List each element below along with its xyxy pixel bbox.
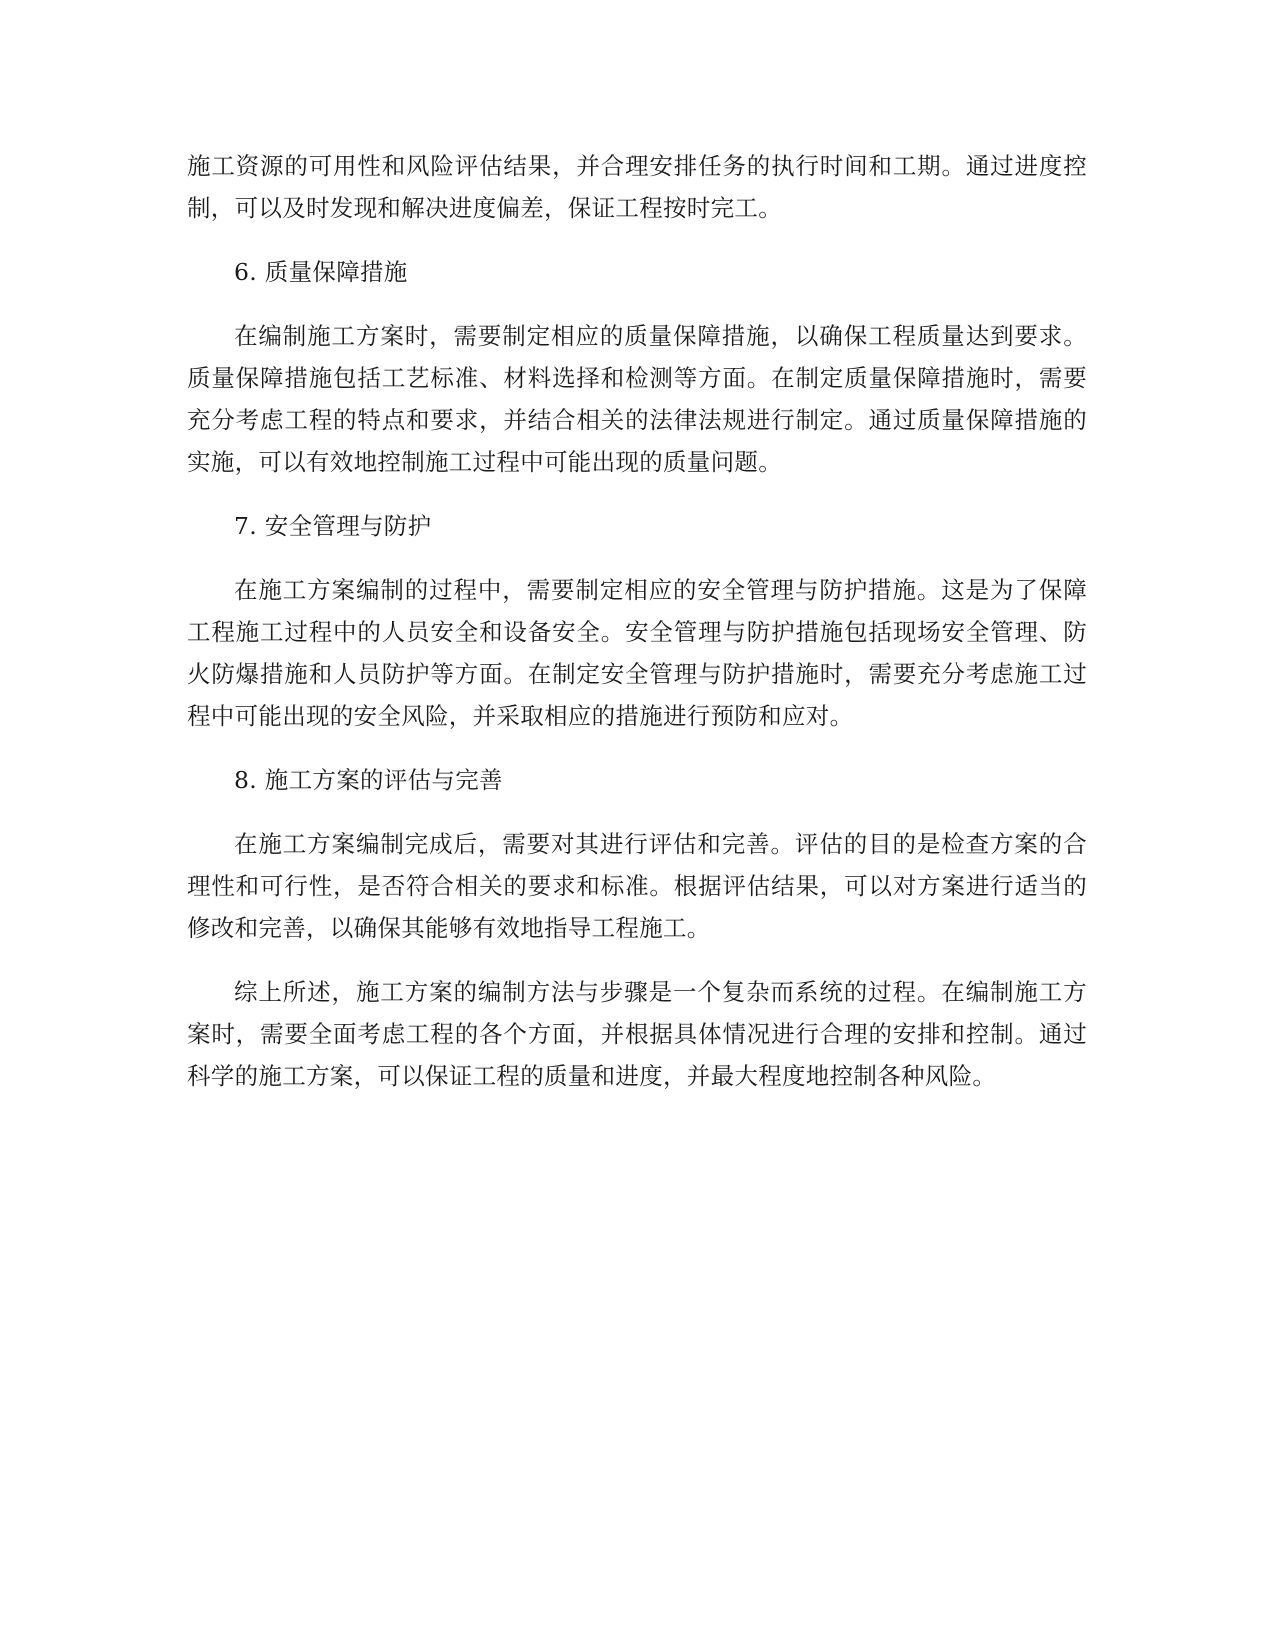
paragraph-quality-assurance: 在编制施工方案时，需要制定相应的质量保障措施，以确保工程质量达到要求。质量保障措施包括工艺标准、材料选择和检测等方面。在制定质量保障措施时，需要充分考虑工程的特点和要求，并结合相关的法律法规进行制定。通过质量保障措施的实施，可以有效地控制施工过程中可能出现的质量问题。 [187,322,1087,476]
document-body [187,145,1087,1119]
paragraph-safety-management: 在施工方案编制的过程中，需要制定相应的安全管理与防护措施。这是为了保障工程施工过程中的人员安全和设备安全。安全管理与防护措施包括现场安全管理、防火防爆措施和人员防护等方面。在制定安全管理与防护措施时，需要充分考虑施工过程中可能出现的安全风险，并采取相应的措施进行预防和应对。 [187,576,1087,730]
section-heading-quality-assurance: 6. 质量保障措施 [234,258,408,286]
section-heading-safety-management: 7. 安全管理与防护 [234,512,432,540]
section-heading-plan-evaluation: 8. 施工方案的评估与完善 [234,766,503,794]
paragraph-plan-evaluation: 在施工方案编制完成后，需要对其进行评估和完善。评估的目的是检查方案的合理性和可行性，是否符合相关的要求和标准。根据评估结果，可以对方案进行适当的修改和完善，以确保其能够有效地指导工程施工。 [187,830,1087,942]
paragraph-conclusion: 综上所述，施工方案的编制方法与步骤是一个复杂而系统的过程。在编制施工方案时，需要全面考虑工程的各个方面，并根据具体情况进行合理的安排和控制。通过科学的施工方案，可以保证工程的质量和进度，并最大程度地控制各种风险。 [187,978,1087,1090]
paragraph-schedule-control-continued: 施工资源的可用性和风险评估结果，并合理安排任务的执行时间和工期。通过进度控制，可以及时发现和解决进度偏差，保证工程按时完工。 [187,152,1087,222]
